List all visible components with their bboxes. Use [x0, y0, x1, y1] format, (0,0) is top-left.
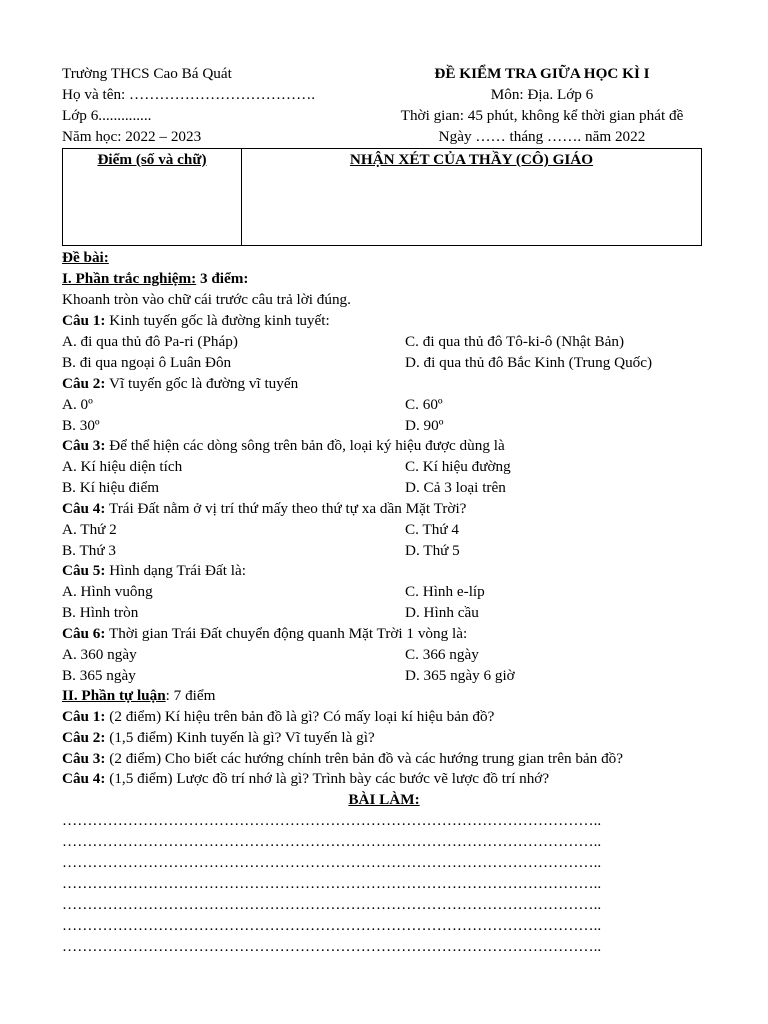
question-label: Câu 4:	[62, 770, 106, 787]
mc-question	[62, 436, 505, 456]
question-label: Câu 4:	[62, 500, 106, 517]
question-label: Câu 3:	[62, 437, 106, 454]
option-a[interactable]: A. Hình vuông	[62, 583, 153, 600]
question-label: Câu 5:	[62, 562, 106, 579]
de-bai-heading: Đề bài:	[62, 249, 109, 266]
option-b[interactable]: B. Thứ 3	[62, 542, 116, 559]
question-label: Câu 1:	[62, 708, 106, 725]
mc-question	[62, 624, 467, 644]
option-a[interactable]: A. 360 ngày	[62, 646, 137, 663]
question-text: (2 điểm) Cho biết các hướng chính trên bản đồ và các hướng trung gian trên bản đồ?	[105, 750, 623, 767]
part2-title: II. Phần tự luận	[62, 687, 166, 704]
part1-instruction: Khoanh tròn vào chữ cái trước câu trả lời đúng.	[62, 291, 351, 308]
essay-question	[62, 728, 375, 748]
option-b[interactable]: B. 365 ngày	[62, 667, 136, 684]
question-text: Trái Đất nằm ở vị trí thứ mấy theo thứ tự xa dần Mặt Trời?	[105, 500, 467, 517]
question-label: Câu 3:	[62, 750, 106, 767]
part2-points: : 7 điểm	[165, 687, 216, 704]
option-d[interactable]: D. Hình cầu	[405, 604, 479, 621]
mc-question	[62, 561, 246, 581]
option-a[interactable]: A. đi qua thủ đô Pa-ri (Pháp)	[62, 333, 238, 350]
question-text: (1,5 điểm) Lược đồ trí nhớ là gì? Trình bày các bước vẽ lược đồ trí nhớ?	[105, 770, 550, 787]
question-text: Kinh tuyến gốc là đường kinh tuyết:	[105, 312, 330, 329]
answer-line[interactable]: ……………………………………………………………………………………………..	[62, 938, 602, 955]
answer-title: BÀI LÀM:	[348, 791, 420, 808]
score-header: Điểm (số và chữ)	[97, 151, 207, 168]
option-b[interactable]: B. Hình tròn	[62, 604, 139, 621]
question-label: Câu 6:	[62, 625, 106, 642]
part2-heading	[62, 686, 215, 706]
option-c[interactable]: C. Thứ 4	[405, 521, 459, 538]
option-d[interactable]: D. Thứ 5	[405, 542, 460, 559]
option-c[interactable]: C. đi qua thủ đô Tô-ki-ô (Nhật Bản)	[405, 333, 625, 350]
school-name: Trường THCS Cao Bá Quát	[62, 65, 232, 82]
option-c[interactable]: C. 60º	[405, 396, 443, 413]
part1-heading	[62, 269, 248, 289]
option-a[interactable]: A. Thứ 2	[62, 521, 117, 538]
class-line: Lớp 6..............	[62, 107, 152, 124]
mc-question	[62, 311, 330, 331]
option-d[interactable]: D. đi qua thủ đô Bắc Kinh (Trung Quốc)	[405, 354, 653, 371]
option-b[interactable]: B. đi qua ngoại ô Luân Đôn	[62, 354, 232, 371]
question-label: Câu 1:	[62, 312, 106, 329]
exam-title: ĐỀ KIỂM TRA GIỮA HỌC KÌ I	[434, 65, 650, 82]
essay-question	[62, 707, 494, 727]
grade-table	[62, 148, 702, 246]
option-b[interactable]: B. Kí hiệu điểm	[62, 479, 160, 496]
subject-line: Môn: Địa. Lớp 6	[490, 86, 594, 103]
answer-line[interactable]: ……………………………………………………………………………………………..	[62, 812, 602, 829]
question-text: Để thể hiện các dòng sông trên bản đồ, loại ký hiệu được dùng là	[105, 437, 505, 454]
option-a[interactable]: A. 0º	[62, 396, 93, 413]
option-a[interactable]: A. Kí hiệu diện tích	[62, 458, 183, 475]
mc-question	[62, 499, 466, 519]
answer-line[interactable]: ……………………………………………………………………………………………..	[62, 917, 602, 934]
question-label: Câu 2:	[62, 375, 106, 392]
option-c[interactable]: C. Kí hiệu đường	[405, 458, 511, 475]
answer-line[interactable]: ……………………………………………………………………………………………..	[62, 875, 602, 892]
question-text: (1,5 điểm) Kinh tuyến là gì? Vĩ tuyến là gì?	[105, 729, 375, 746]
answer-line[interactable]: ……………………………………………………………………………………………..	[62, 833, 602, 850]
option-c[interactable]: C. Hình e-líp	[405, 583, 485, 600]
score-cell	[63, 149, 242, 245]
question-text: Hình dạng Trái Đất là:	[105, 562, 246, 579]
essay-question	[62, 749, 623, 769]
comment-header: NHẬN XÉT CỦA THẦY (CÔ) GIÁO	[349, 151, 594, 168]
essay-question	[62, 769, 549, 789]
option-d[interactable]: D. Cả 3 loại trên	[405, 479, 506, 496]
question-text: Thời gian Trái Đất chuyển động quanh Mặt Trời 1 vòng là:	[105, 625, 468, 642]
school-year-line: Năm học: 2022 – 2023	[62, 128, 202, 145]
option-b[interactable]: B. 30º	[62, 417, 100, 434]
answer-line[interactable]: ……………………………………………………………………………………………..	[62, 854, 602, 871]
part1-points: 3 điểm:	[196, 270, 249, 287]
option-d[interactable]: D. 365 ngày 6 giờ	[405, 667, 515, 684]
answer-line[interactable]: ……………………………………………………………………………………………..	[62, 896, 602, 913]
mc-question	[62, 374, 298, 394]
option-c[interactable]: C. 366 ngày	[405, 646, 479, 663]
question-text: (2 điểm) Kí hiệu trên bản đồ là gì? Có mấy loại kí hiệu bản đồ?	[105, 708, 495, 725]
question-text: Vĩ tuyến gốc là đường vĩ tuyến	[105, 375, 299, 392]
duration-line: Thời gian: 45 phút, không kể thời gian phát đề	[400, 107, 684, 124]
comment-cell	[242, 149, 701, 245]
question-label: Câu 2:	[62, 729, 106, 746]
date-line: Ngày …… tháng ……. năm 2022	[438, 128, 646, 145]
student-name-line: Họ và tên: ……………………………….	[62, 86, 316, 103]
option-d[interactable]: D. 90º	[405, 417, 444, 434]
part1-title: I. Phần trắc nghiệm:	[62, 270, 197, 287]
